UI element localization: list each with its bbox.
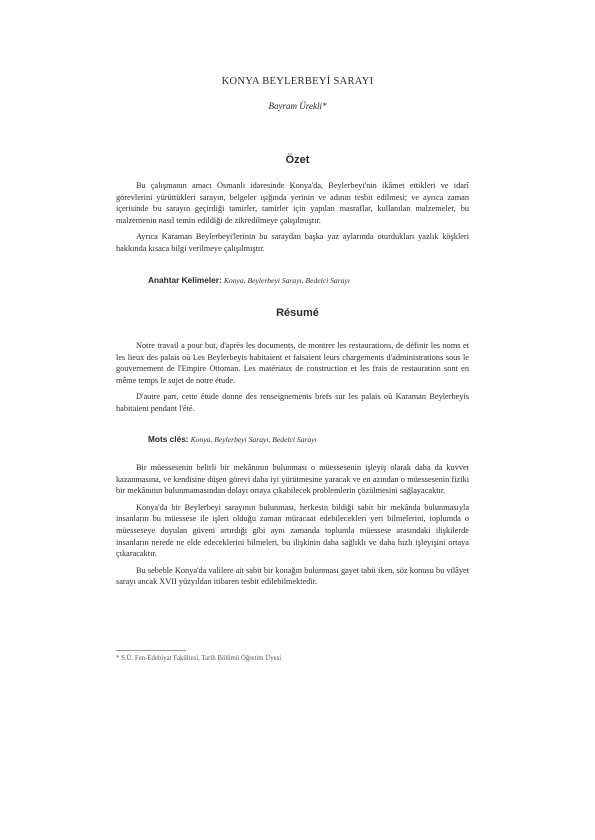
- body-paragraph-1: Bir müessesenin belirli bir mekânının bulunması o müessesenin işleyiş olarak daha da kuvvet kazanmasına, ve kendisine düşen görevi daha iyi yürütmesine yaracak ve en azından o müessesenin fiziki bir mekânının bulunmamasından dolayı ortaya çıkabilecek problemlerin çözülmesini sağlayacaktır.: [116, 463, 469, 496]
- resume-paragraph-1: Notre travail a pour but, d'après les documents, de montrer les restaurations, de définir les noms et les lieux des palais où Les Beylerbeyis habitaient et faisaient leurs chargements d'administrations sous le gouvernement de l'Empire Ottoman. Les matériaux de construction et les frais de restauration sont en même temps le sujet de notre étude.: [116, 341, 469, 385]
- resume-keywords-value: Konya, Beylerbeyi Sarayı, Bedelci Sarayı: [190, 435, 317, 444]
- footnote: * S.Ü. Fen-Edebiyat Fakültesi, Tarih Bölümü Öğretim Üyesi: [116, 655, 282, 662]
- article-title: KONYA BEYLERBEYİ SARAYI: [221, 76, 374, 87]
- ozet-keywords: [148, 275, 350, 286]
- resume-keywords-label: Mots clés:: [148, 434, 189, 444]
- ozet-heading: Özet: [285, 154, 310, 166]
- article-author: Bayram Ürekli*: [268, 101, 327, 111]
- body-paragraph-2: Konya'da bir Beylerbeyi sarayının bulunması, herkesin bildiği sabit bir mekânda bulunmasıyla insanların bu müessese ile işleri olduğu zaman müracaat edebilecekleri yeri bilmelerini, toplumda o müesseseye duyulan güveni artırdığı gibi aynı zamanda toplumla müessese arasındaki ilişkilerde insanların nerede ne elde edeceklerini bilmeleri, bu ilişkinin daha sağlıklı ve daha hızlı işleyişini ortaya çıkaracaktır.: [116, 502, 469, 559]
- ozet-abstract: [116, 180, 469, 255]
- ozet-keywords-label: Anahtar Kelimeler:: [148, 275, 222, 285]
- ozet-paragraph-2: Ayrıca Karaman Beylerbeyi'lerinin bu saraydan başka yaz aylarında oturdukları yazlık köşkleri hakkında kısaca bilgi verilmeye çalışılmıştır.: [116, 232, 469, 253]
- body-paragraph-3: Bu sebeble Konya'da valilere ait sabit bir konağın bulunması gayet tabii iken, söz konusu bu vilâyet sarayı ancak XVII yüzyıldan itibaren tesbit edilebilmektedir.: [116, 565, 469, 587]
- resume-paragraph-2: D'autre part, cette étude donne des renseignements brefs sur les palais où Karaman Beylerbeyis habitaient pendant l'été.: [116, 392, 469, 413]
- body-text: [116, 462, 469, 588]
- resume-abstract: [116, 340, 469, 415]
- ozet-keywords-value: Konya, Beylerbeyi Sarayı, Bedelci Sarayı: [223, 276, 350, 285]
- resume-heading: Résumé: [276, 307, 319, 319]
- ozet-paragraph-1: Bu çalışmanın amacı Osmanlı idaresinde Konya'da, Beylerbeyi'nin ikâmet ettikleri ve idarî görevlerini yürüttükleri sarayın, belgeler ışığında yerinin ve adının tesbit edilmesi; ve ayrıca zaman içerisinde bu sarayın geçirdiği tamirler, tamirler için yapılan masraflar, kullanılan malzemeler, bu malzemenin nasıl temin edildiği de zikredilmeye çalışılmıştır.: [116, 181, 469, 225]
- footnote-divider: [116, 650, 186, 651]
- resume-keywords: [148, 434, 317, 445]
